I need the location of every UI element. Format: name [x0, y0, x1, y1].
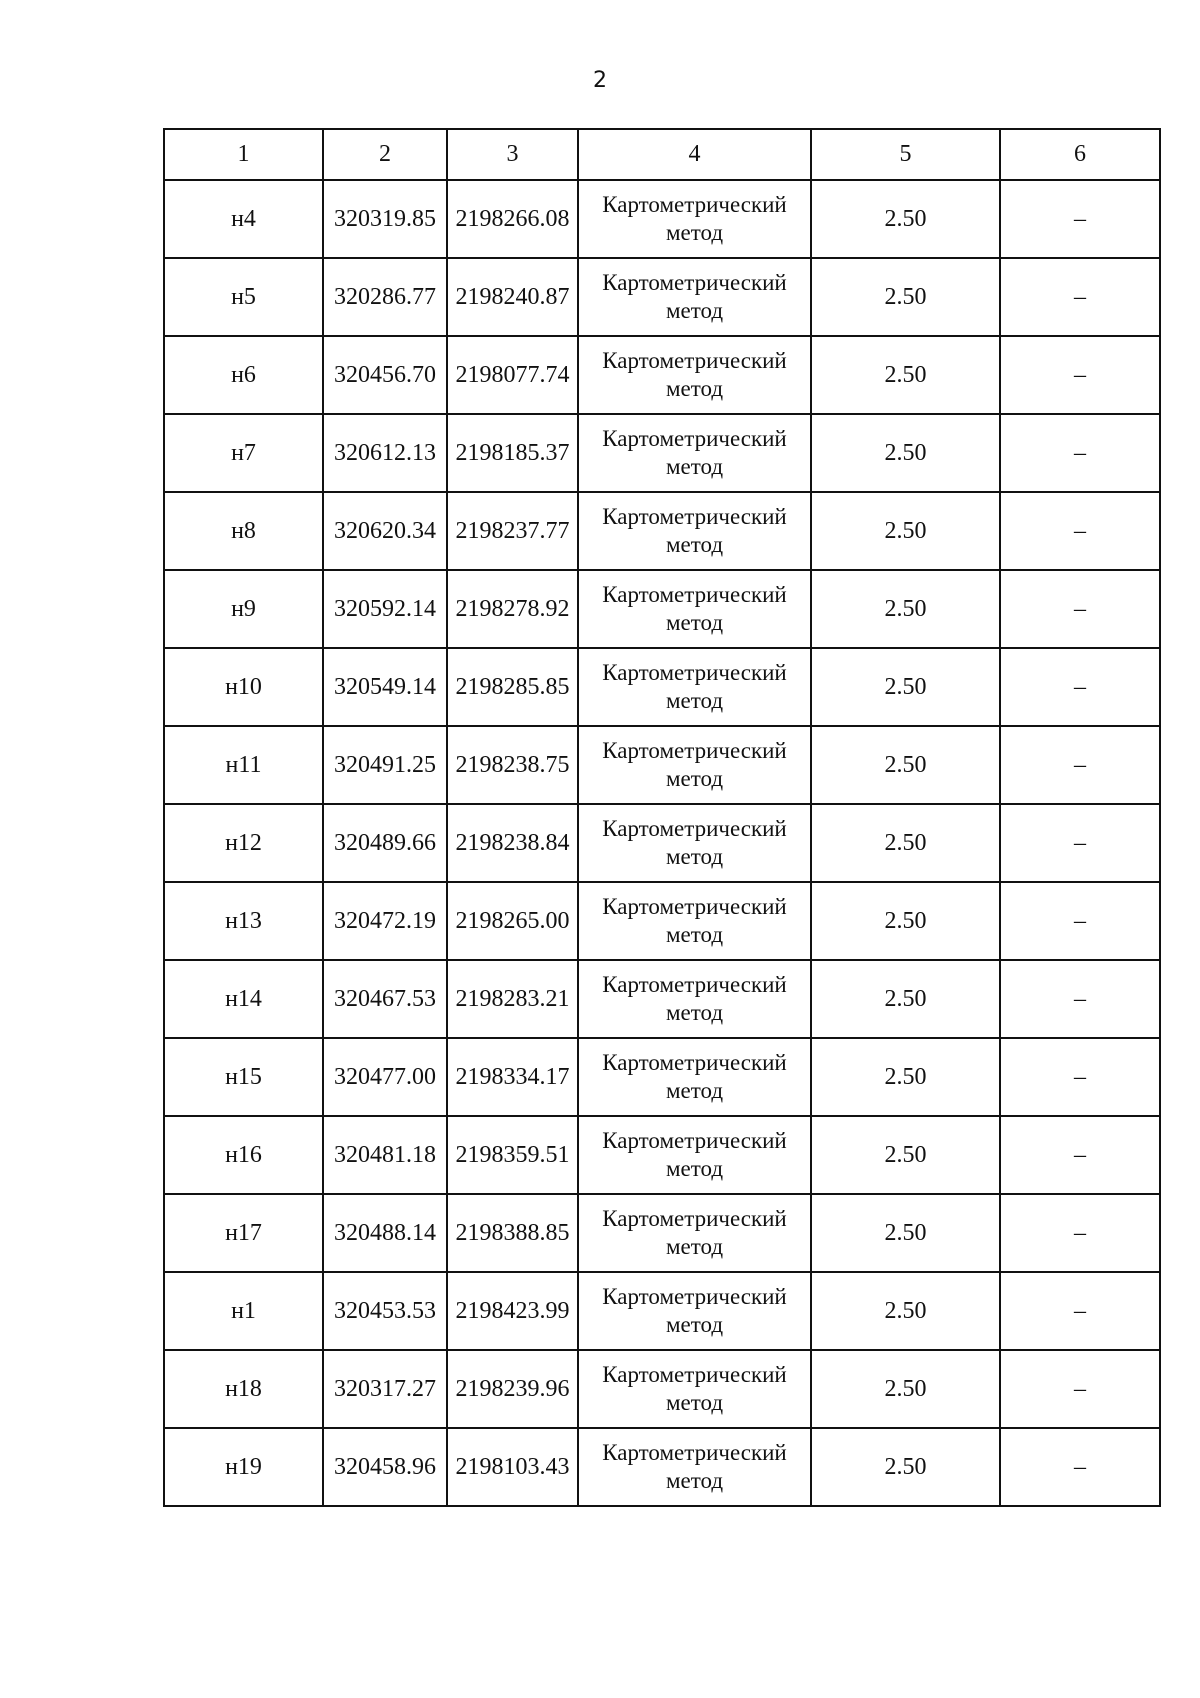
x-coordinate-cell: 320472.19 [323, 882, 447, 960]
accuracy-cell: 2.50 [811, 1038, 1000, 1116]
method-line-2: метод [665, 376, 724, 401]
table-row [164, 336, 1160, 414]
method-line-1: Картометрический [602, 1284, 787, 1309]
header-cell: 1 [164, 129, 323, 180]
x-coordinate-cell: 320458.96 [323, 1428, 447, 1506]
method-cell [578, 1350, 811, 1428]
method-line-1: Картометрический [602, 972, 787, 997]
method-cell [578, 804, 811, 882]
accuracy-cell: 2.50 [811, 882, 1000, 960]
accuracy-cell: 2.50 [811, 336, 1000, 414]
point-cell: н15 [164, 1038, 323, 1116]
table-row [164, 570, 1160, 648]
method-line-2: метод [665, 220, 724, 245]
point-cell: н7 [164, 414, 323, 492]
table-row [164, 1038, 1160, 1116]
description-cell: – [1000, 492, 1160, 570]
method-line-1: Картометрический [602, 816, 787, 841]
x-coordinate-cell: 320489.66 [323, 804, 447, 882]
method-line-1: Картометрический [602, 894, 787, 919]
method-cell [578, 1038, 811, 1116]
method-cell [578, 648, 811, 726]
point-cell: н18 [164, 1350, 323, 1428]
method-line-2: метод [665, 766, 724, 791]
header-cell: 3 [447, 129, 578, 180]
point-cell: н5 [164, 258, 323, 336]
method-line-1: Картометрический [602, 426, 787, 451]
method-line-1: Картометрический [602, 1206, 787, 1231]
accuracy-cell: 2.50 [811, 1350, 1000, 1428]
method-line-2: метод [665, 1468, 724, 1493]
x-coordinate-cell: 320620.34 [323, 492, 447, 570]
method-line-1: Картометрический [602, 192, 787, 217]
method-line-2: метод [665, 532, 724, 557]
point-cell: н9 [164, 570, 323, 648]
y-coordinate-cell: 2198239.96 [447, 1350, 578, 1428]
description-cell: – [1000, 804, 1160, 882]
method-cell [578, 960, 811, 1038]
point-cell: н12 [164, 804, 323, 882]
x-coordinate-cell: 320453.53 [323, 1272, 447, 1350]
table-row [164, 492, 1160, 570]
accuracy-cell: 2.50 [811, 414, 1000, 492]
accuracy-cell: 2.50 [811, 648, 1000, 726]
header-cell: 2 [323, 129, 447, 180]
point-cell: н11 [164, 726, 323, 804]
y-coordinate-cell: 2198240.87 [447, 258, 578, 336]
y-coordinate-cell: 2198359.51 [447, 1116, 578, 1194]
method-line-2: метод [665, 1312, 724, 1337]
method-line-1: Картометрический [602, 1362, 787, 1387]
table-row [164, 1194, 1160, 1272]
table-row [164, 1350, 1160, 1428]
method-line-1: Картометрический [602, 348, 787, 373]
point-cell: н1 [164, 1272, 323, 1350]
method-line-2: метод [665, 1156, 724, 1181]
method-cell [578, 258, 811, 336]
method-cell [578, 180, 811, 258]
point-cell: н10 [164, 648, 323, 726]
y-coordinate-cell: 2198266.08 [447, 180, 578, 258]
y-coordinate-cell: 2198103.43 [447, 1428, 578, 1506]
method-cell [578, 1428, 811, 1506]
description-cell: – [1000, 1272, 1160, 1350]
table-row [164, 180, 1160, 258]
method-line-1: Картометрический [602, 582, 787, 607]
x-coordinate-cell: 320549.14 [323, 648, 447, 726]
description-cell: – [1000, 336, 1160, 414]
header-cell: 4 [578, 129, 811, 180]
x-coordinate-cell: 320491.25 [323, 726, 447, 804]
header-cell: 5 [811, 129, 1000, 180]
point-cell: н17 [164, 1194, 323, 1272]
point-cell: н6 [164, 336, 323, 414]
method-line-1: Картометрический [602, 660, 787, 685]
description-cell: – [1000, 1350, 1160, 1428]
x-coordinate-cell: 320612.13 [323, 414, 447, 492]
x-coordinate-cell: 320488.14 [323, 1194, 447, 1272]
description-cell: – [1000, 570, 1160, 648]
table-row [164, 882, 1160, 960]
method-cell [578, 1116, 811, 1194]
point-cell: н14 [164, 960, 323, 1038]
accuracy-cell: 2.50 [811, 960, 1000, 1038]
y-coordinate-cell: 2198077.74 [447, 336, 578, 414]
table-header-row [164, 129, 1160, 180]
table-row [164, 1116, 1160, 1194]
method-cell [578, 1272, 811, 1350]
point-cell: н8 [164, 492, 323, 570]
accuracy-cell: 2.50 [811, 258, 1000, 336]
y-coordinate-cell: 2198238.75 [447, 726, 578, 804]
header-cell: 6 [1000, 129, 1160, 180]
description-cell: – [1000, 1116, 1160, 1194]
accuracy-cell: 2.50 [811, 570, 1000, 648]
point-cell: н16 [164, 1116, 323, 1194]
y-coordinate-cell: 2198334.17 [447, 1038, 578, 1116]
x-coordinate-cell: 320481.18 [323, 1116, 447, 1194]
table-row [164, 726, 1160, 804]
description-cell: – [1000, 726, 1160, 804]
y-coordinate-cell: 2198238.84 [447, 804, 578, 882]
table-row [164, 414, 1160, 492]
accuracy-cell: 2.50 [811, 1272, 1000, 1350]
method-line-1: Картометрический [602, 1050, 787, 1075]
accuracy-cell: 2.50 [811, 726, 1000, 804]
x-coordinate-cell: 320477.00 [323, 1038, 447, 1116]
y-coordinate-cell: 2198388.85 [447, 1194, 578, 1272]
description-cell: – [1000, 882, 1160, 960]
x-coordinate-cell: 320319.85 [323, 180, 447, 258]
y-coordinate-cell: 2198423.99 [447, 1272, 578, 1350]
description-cell: – [1000, 258, 1160, 336]
x-coordinate-cell: 320467.53 [323, 960, 447, 1038]
table-row [164, 648, 1160, 726]
description-cell: – [1000, 414, 1160, 492]
method-line-1: Картометрический [602, 270, 787, 295]
table-row [164, 1428, 1160, 1506]
table-row [164, 960, 1160, 1038]
method-cell [578, 570, 811, 648]
method-line-2: метод [665, 1390, 724, 1415]
method-line-2: метод [665, 922, 724, 947]
method-cell [578, 336, 811, 414]
accuracy-cell: 2.50 [811, 1116, 1000, 1194]
method-line-2: метод [665, 1234, 724, 1259]
x-coordinate-cell: 320286.77 [323, 258, 447, 336]
method-cell [578, 882, 811, 960]
description-cell: – [1000, 1038, 1160, 1116]
x-coordinate-cell: 320592.14 [323, 570, 447, 648]
method-line-2: метод [665, 298, 724, 323]
page-number: 2 [593, 68, 607, 93]
method-line-1: Картометрический [602, 1128, 787, 1153]
description-cell: – [1000, 1194, 1160, 1272]
table-row [164, 804, 1160, 882]
method-line-2: метод [665, 844, 724, 869]
y-coordinate-cell: 2198285.85 [447, 648, 578, 726]
method-line-2: метод [665, 1078, 724, 1103]
table-row [164, 258, 1160, 336]
y-coordinate-cell: 2198237.77 [447, 492, 578, 570]
method-cell [578, 1194, 811, 1272]
y-coordinate-cell: 2198278.92 [447, 570, 578, 648]
description-cell: – [1000, 1428, 1160, 1506]
x-coordinate-cell: 320317.27 [323, 1350, 447, 1428]
x-coordinate-cell: 320456.70 [323, 336, 447, 414]
y-coordinate-cell: 2198265.00 [447, 882, 578, 960]
point-cell: н19 [164, 1428, 323, 1506]
method-line-2: метод [665, 454, 724, 479]
y-coordinate-cell: 2198283.21 [447, 960, 578, 1038]
method-line-2: метод [665, 610, 724, 635]
method-line-2: метод [665, 1000, 724, 1025]
method-cell [578, 414, 811, 492]
accuracy-cell: 2.50 [811, 1194, 1000, 1272]
point-cell: н4 [164, 180, 323, 258]
method-line-2: метод [665, 688, 724, 713]
method-line-1: Картометрический [602, 504, 787, 529]
description-cell: – [1000, 180, 1160, 258]
method-line-1: Картометрический [602, 738, 787, 763]
table-row [164, 1272, 1160, 1350]
method-cell [578, 492, 811, 570]
method-cell [578, 726, 811, 804]
accuracy-cell: 2.50 [811, 180, 1000, 258]
accuracy-cell: 2.50 [811, 804, 1000, 882]
coordinates-table [163, 128, 1161, 1507]
accuracy-cell: 2.50 [811, 1428, 1000, 1506]
description-cell: – [1000, 960, 1160, 1038]
description-cell: – [1000, 648, 1160, 726]
point-cell: н13 [164, 882, 323, 960]
method-line-1: Картометрический [602, 1440, 787, 1465]
y-coordinate-cell: 2198185.37 [447, 414, 578, 492]
accuracy-cell: 2.50 [811, 492, 1000, 570]
